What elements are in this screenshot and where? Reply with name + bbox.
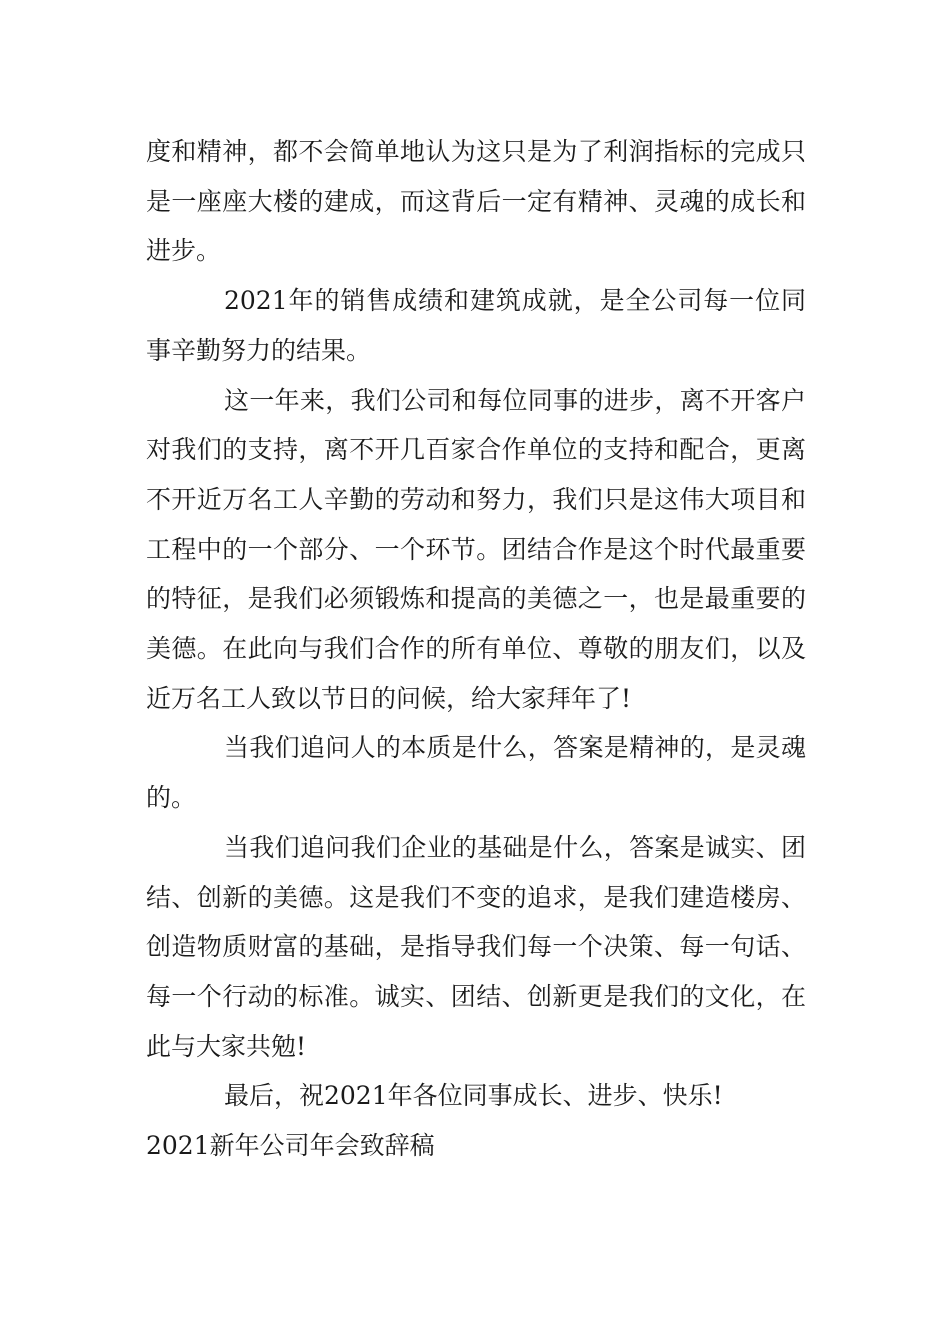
paragraph-6: 最后，祝2021年各位同事成长、进步、快乐! — [224, 1081, 723, 1111]
paragraph-2: 2021年的销售成绩和建筑成就，是全公司每一位同事辛勤努力的结果。 — [146, 286, 806, 365]
next-section-title: 2021新年公司年会致辞稿 — [146, 1131, 435, 1161]
paragraph-5: 当我们追问我们企业的基础是什么，答案是诚实、团结、创新的美德。这是我们不变的追求，是我们建造楼房、创造物质财富的基础，是指导我们每一个决策、每一句话、每一个行动的标准。诚实、团结、创新更是我们的文化，在此与大家共勉! — [146, 832, 806, 1061]
paragraph-3: 这一年来，我们公司和每位同事的进步，离不开客户对我们的支持，离不开几百家合作单位的支持和配合，更离不开近万名工人辛勤的劳动和努力，我们只是这伟大项目和工程中的一个部分、一个环节。团结合作是这个时代最重要的特征，是我们必须锻炼和提高的美德之一，也是最重要的美德。在此向与我们合作的所有单位、尊敬的朋友们，以及近万名工人致以节日的问候，给大家拜年了! — [146, 385, 806, 713]
paragraph-4: 当我们追问人的本质是什么，答案是精神的，是灵魂的。 — [146, 733, 806, 813]
paragraph-1: 度和精神，都不会简单地认为这只是为了利润指标的完成只是一座座大楼的建成，而这背后一定有精神、灵魂的成长和进步。 — [146, 137, 806, 266]
document-body — [146, 127, 806, 1171]
